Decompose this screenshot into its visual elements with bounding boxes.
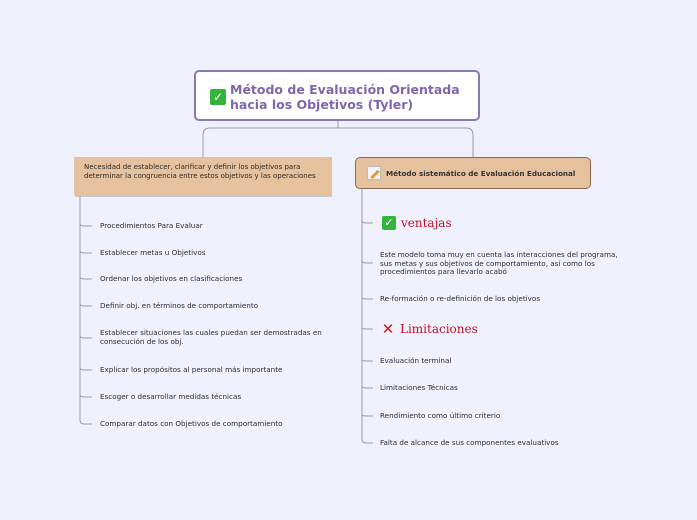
root-title: Método de Evaluación Orientada hacia los Objetivos (Tyler) — [230, 82, 460, 112]
list-item[interactable]: Ordenar los objetivos en clasificaciones — [100, 274, 243, 283]
list-item[interactable]: Limitaciones Técnicas — [380, 383, 458, 392]
list-item[interactable]: Escoger o desarrollar medidas técnicas — [100, 392, 242, 401]
left-branch-node[interactable] — [74, 157, 332, 195]
list-item[interactable]: Evaluación terminal — [380, 356, 452, 365]
list-item[interactable]: Establecer situaciones las cuales puedan ser demostradas en consecución de los obj. — [100, 328, 322, 346]
list-item[interactable]: Re-formación o re-definición de los objetivos — [380, 294, 541, 303]
list-item[interactable]: Explicar los propósitos al personal más importante — [100, 365, 283, 374]
limitaciones-heading[interactable]: Limitaciones — [400, 322, 478, 336]
check-icon: ✓ — [210, 89, 226, 105]
list-item[interactable]: Este modelo toma muy en cuenta las interacciones del programa, sus metas y sus objetivos de comportamiento, así como los procedimientos para llevarlo acabó — [380, 250, 618, 276]
list-item[interactable]: Definir obj. en términos de comportamiento — [100, 301, 259, 310]
list-item[interactable]: Comparar datos con Objetivos de comportamiento — [100, 419, 283, 428]
root-node[interactable] — [194, 70, 480, 121]
right-branch-title: Método sistemático de Evaluación Educacional — [386, 169, 576, 178]
left-branch-title: Necesidad de establecer, clarificar y definir los objetivos para determinar la congruencia entre estos objetivos y las operaciones — [84, 163, 316, 180]
list-item[interactable]: Rendimiento como último criterio — [380, 411, 501, 420]
right-branch-node[interactable] — [355, 157, 591, 189]
list-item[interactable]: Falta de alcance de sus componentes evaluativos — [380, 438, 559, 447]
list-item[interactable]: Procedimientos Para Evaluar — [100, 221, 203, 230]
list-item[interactable]: Establecer metas u Objetivos — [100, 248, 206, 257]
check-icon: ✓ — [382, 216, 396, 230]
close-icon: ✕ — [381, 320, 395, 338]
ventajas-heading[interactable]: ventajas — [401, 216, 452, 230]
pencil-note-icon — [367, 166, 381, 180]
